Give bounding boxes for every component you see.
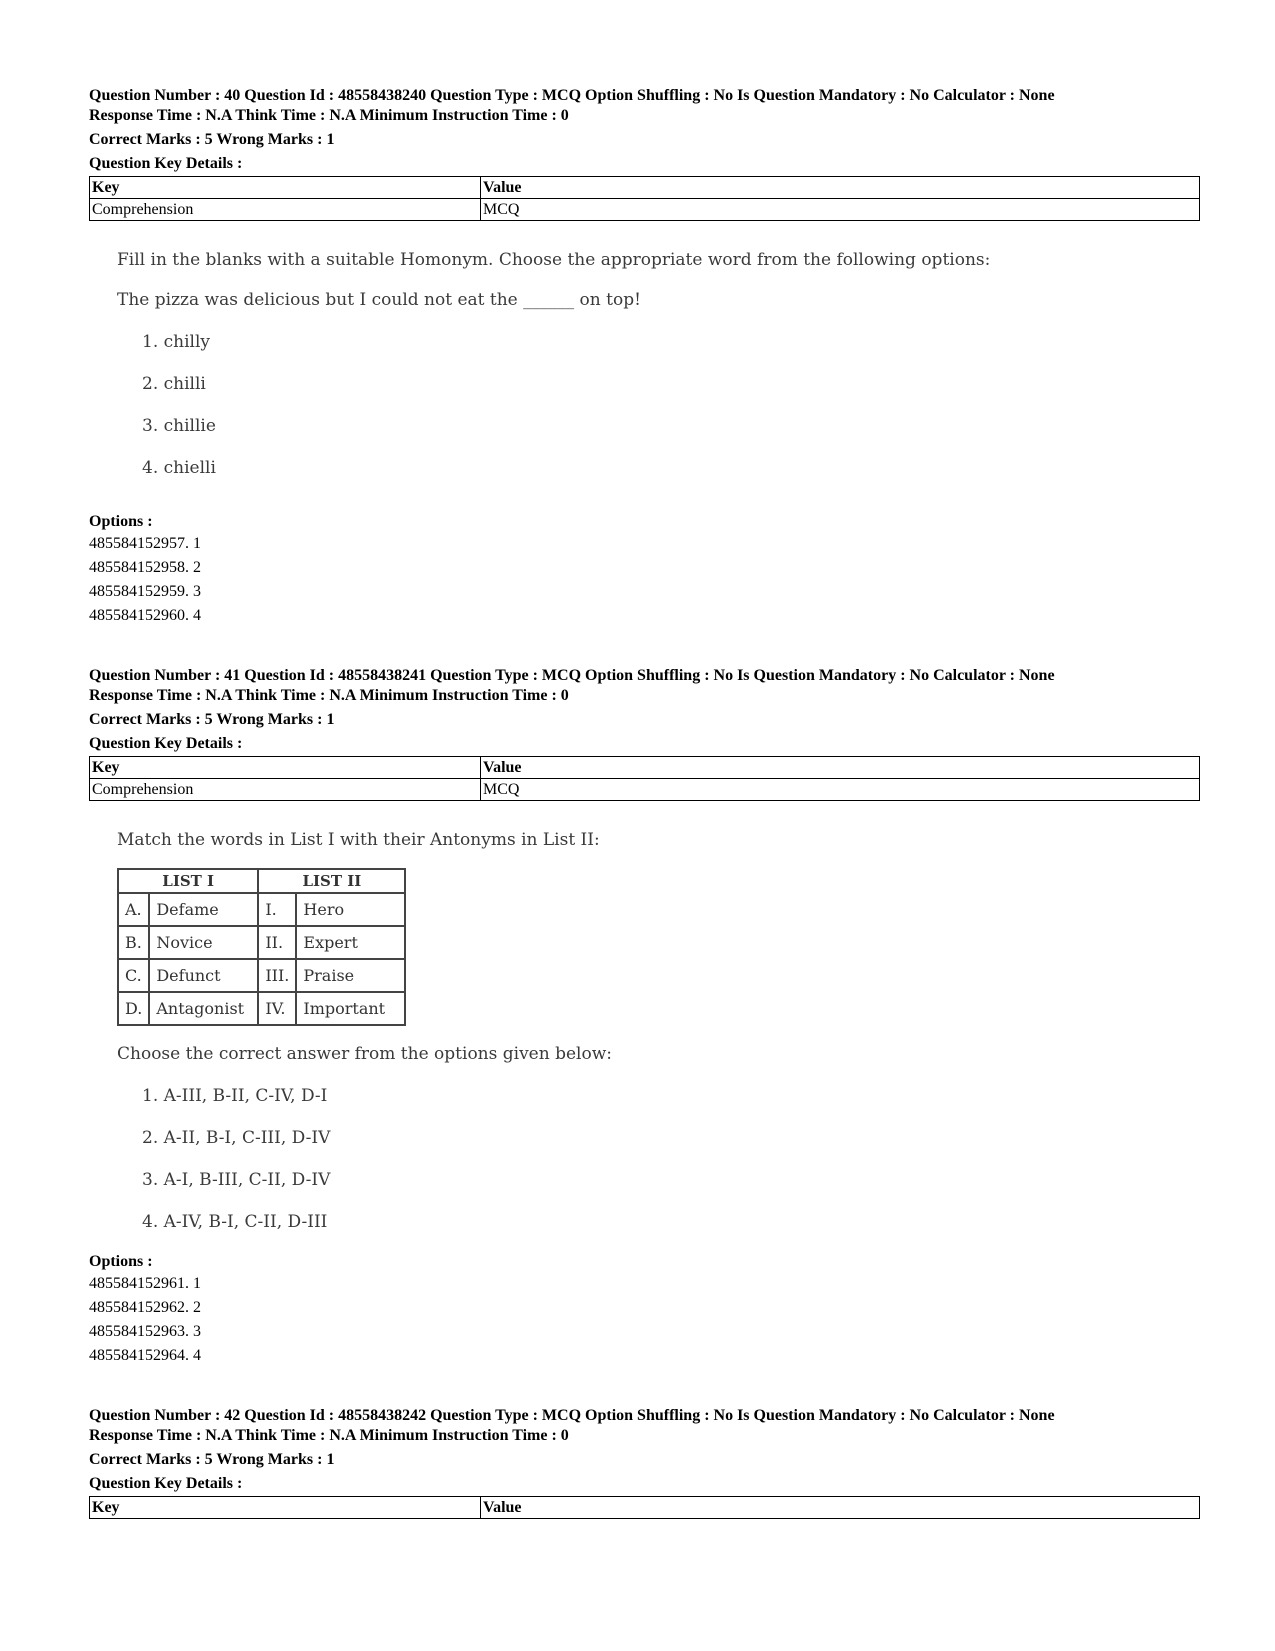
list-2-numeral: IV.	[258, 992, 296, 1025]
question-instruction: Choose the correct answer from the options given below:	[117, 1044, 612, 1064]
list-2-header: LIST II	[258, 869, 405, 893]
list-2-numeral: II.	[258, 926, 296, 959]
question-sentence: The pizza was delicious but I could not eat the ______ on top!	[117, 290, 641, 310]
question-40-key-table	[89, 176, 1200, 221]
choice-item: 4. chielli	[142, 458, 216, 478]
table-row	[90, 199, 1200, 221]
option-item: 485584152959. 3	[89, 583, 201, 600]
marks-text: Correct Marks : 5 Wrong Marks : 1	[89, 711, 335, 728]
question-header-line-2: Response Time : N.A Think Time : N.A Minimum Instruction Time : 0	[89, 107, 569, 124]
list-2-word: Expert	[296, 926, 405, 959]
marks-text: Correct Marks : 5 Wrong Marks : 1	[89, 1451, 335, 1468]
match-list-header-row	[118, 869, 405, 893]
table-header-row	[90, 757, 1200, 779]
list-1-letter: A.	[118, 893, 149, 926]
question-header-line-2: Response Time : N.A Think Time : N.A Minimum Instruction Time : 0	[89, 1427, 569, 1444]
option-item: 485584152958. 2	[89, 559, 201, 576]
question-header-line-1: Question Number : 42 Question Id : 48558438242 Question Type : MCQ Option Shuffling : No Is Question Mandatory : No Calculator : None	[89, 1407, 1055, 1424]
choice-item: 2. A-II, B-I, C-III, D-IV	[142, 1128, 331, 1148]
match-list-row	[118, 893, 405, 926]
table-cell-key: Comprehension	[90, 779, 481, 801]
question-41-options	[89, 1252, 1200, 1368]
table-row	[90, 779, 1200, 801]
question-header-line-1: Question Number : 41 Question Id : 48558438241 Question Type : MCQ Option Shuffling : No Is Question Mandatory : No Calculator : None	[89, 667, 1055, 684]
list-1-letter: C.	[118, 959, 149, 992]
key-details-label: Question Key Details :	[89, 1475, 243, 1492]
list-2-word: Praise	[296, 959, 405, 992]
table-cell-value: MCQ	[481, 779, 1200, 801]
table-header-value: Value	[481, 177, 1200, 199]
match-list-row	[118, 992, 405, 1025]
list-2-word: Hero	[296, 893, 405, 926]
question-42-header	[89, 1406, 1200, 1446]
key-details-label: Question Key Details :	[89, 735, 243, 752]
key-details-label: Question Key Details :	[89, 155, 243, 172]
key-value-table	[89, 1496, 1200, 1519]
question-header-line-1: Question Number : 40 Question Id : 48558438240 Question Type : MCQ Option Shuffling : No Is Question Mandatory : No Calculator : None	[89, 87, 1055, 104]
question-40-header	[89, 86, 1200, 126]
option-item: 485584152962. 2	[89, 1299, 201, 1316]
option-item: 485584152960. 4	[89, 607, 201, 624]
table-header-value: Value	[481, 757, 1200, 779]
question-40-image	[117, 250, 990, 478]
table-header-key: Key	[90, 177, 481, 199]
question-41-key-table	[89, 756, 1200, 801]
table-cell-value: MCQ	[481, 199, 1200, 221]
question-42-marks	[89, 1450, 1200, 1470]
question-42-key-label	[89, 1474, 1200, 1494]
match-list-row	[118, 926, 405, 959]
question-40-marks	[89, 130, 1200, 150]
list-1-letter: B.	[118, 926, 149, 959]
question-42-key-table	[89, 1496, 1200, 1519]
list-1-header: LIST I	[118, 869, 258, 893]
table-header-value: Value	[481, 1497, 1200, 1519]
option-item: 485584152963. 3	[89, 1323, 201, 1340]
options-label: Options :	[89, 513, 153, 530]
question-41-header	[89, 666, 1200, 706]
key-value-table	[89, 756, 1200, 801]
question-prompt: Match the words in List I with their Antonyms in List II:	[117, 830, 600, 850]
list-1-word: Defunct	[149, 959, 258, 992]
choice-item: 2. chilli	[142, 374, 206, 394]
choice-item: 1. chilly	[142, 332, 211, 352]
table-header-row	[90, 177, 1200, 199]
list-1-word: Defame	[149, 893, 258, 926]
choice-item: 4. A-IV, B-I, C-II, D-III	[142, 1212, 328, 1232]
option-item: 485584152964. 4	[89, 1347, 201, 1364]
list-2-word: Important	[296, 992, 405, 1025]
table-header-key: Key	[90, 1497, 481, 1519]
options-label: Options :	[89, 1253, 153, 1270]
question-prompt: Fill in the blanks with a suitable Homonym. Choose the appropriate word from the following options:	[117, 250, 991, 270]
choice-item: 3. chillie	[142, 416, 216, 436]
option-item: 485584152961. 1	[89, 1275, 201, 1292]
key-value-table	[89, 176, 1200, 221]
list-1-word: Novice	[149, 926, 258, 959]
table-header-row	[90, 1497, 1200, 1519]
question-41-image	[117, 830, 612, 1232]
option-item: 485584152957. 1	[89, 535, 201, 552]
list-2-numeral: III.	[258, 959, 296, 992]
marks-text: Correct Marks : 5 Wrong Marks : 1	[89, 131, 335, 148]
match-list-row	[118, 959, 405, 992]
match-list-table	[117, 868, 406, 1026]
question-41-key-label	[89, 734, 1200, 754]
choice-item: 1. A-III, B-II, C-IV, D-I	[142, 1086, 328, 1106]
choice-item: 3. A-I, B-III, C-II, D-IV	[142, 1170, 331, 1190]
list-1-word: Antagonist	[149, 992, 258, 1025]
table-header-key: Key	[90, 757, 481, 779]
table-cell-key: Comprehension	[90, 199, 481, 221]
list-1-letter: D.	[118, 992, 149, 1025]
list-2-numeral: I.	[258, 893, 296, 926]
question-header-line-2: Response Time : N.A Think Time : N.A Minimum Instruction Time : 0	[89, 687, 569, 704]
question-40-key-label	[89, 154, 1200, 174]
question-41-marks	[89, 710, 1200, 730]
question-40-options	[89, 512, 1200, 628]
